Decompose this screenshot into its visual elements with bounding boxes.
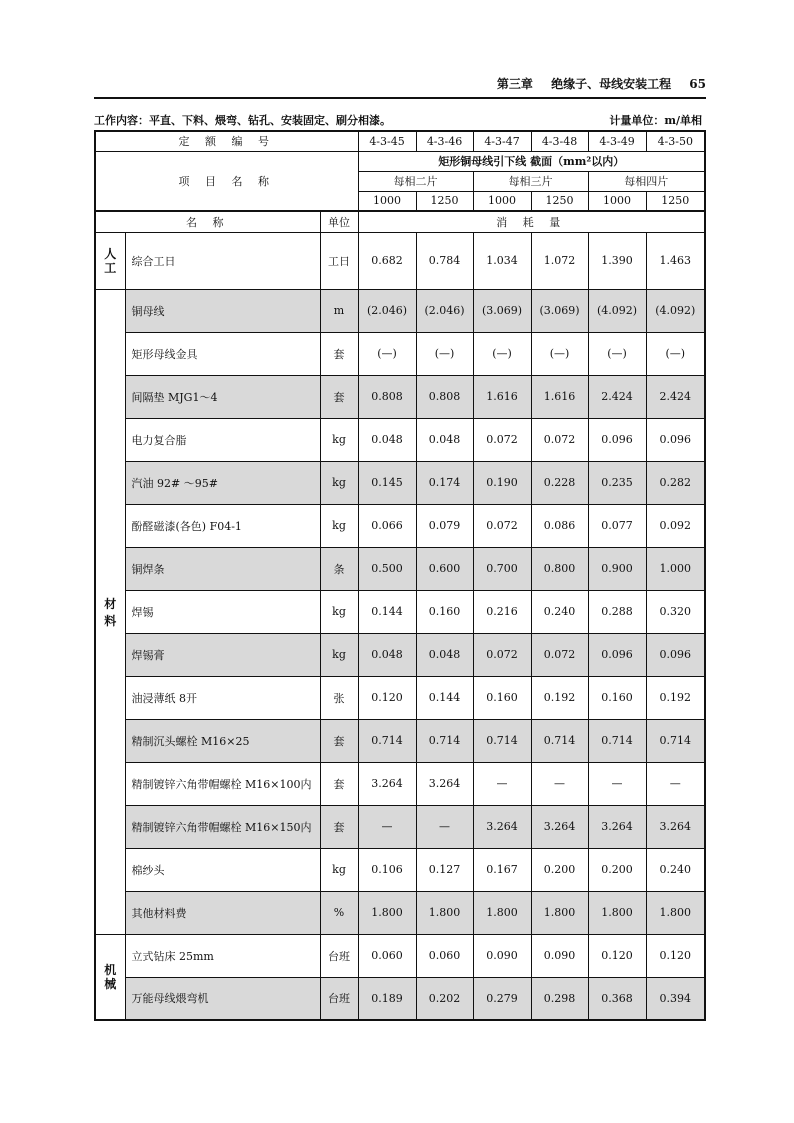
consumption-value: 0.368 [588, 977, 646, 1020]
consumption-value: 3.264 [358, 762, 416, 805]
category-label: 材 [104, 596, 117, 611]
consumption-value: 0.192 [531, 676, 588, 719]
consumption-value: 0.228 [531, 461, 588, 504]
item-name: 万能母线煨弯机 [125, 977, 320, 1020]
item-unit: kg [320, 633, 358, 676]
table-row [95, 977, 705, 1020]
table-row [95, 504, 705, 547]
group-label: 每相四片 [588, 171, 705, 191]
table-row [95, 461, 705, 504]
consumption-value: (—) [358, 332, 416, 375]
quota-table [94, 130, 706, 1021]
chapter-number: 第三章 [496, 77, 533, 91]
consumption-value: — [473, 762, 531, 805]
consumption-value: 0.700 [473, 547, 531, 590]
section-title: 绝缘子、母线安装工程 [551, 77, 672, 91]
measure-unit: 计量单位：m/单相 [609, 114, 702, 127]
consumption-value: 0.282 [646, 461, 705, 504]
consumption-value: 0.096 [588, 633, 646, 676]
consumption-value: 0.808 [358, 375, 416, 418]
consumption-column-header: 消 耗 量 [358, 211, 705, 232]
consumption-value: 0.192 [646, 676, 705, 719]
item-name: 铜焊条 [125, 547, 320, 590]
item-unit: % [320, 891, 358, 934]
consumption-value: 0.086 [531, 504, 588, 547]
consumption-value: 0.096 [588, 418, 646, 461]
consumption-value: 0.714 [358, 719, 416, 762]
item-name: 矩形母线金具 [125, 332, 320, 375]
consumption-value: (—) [531, 332, 588, 375]
table-row [95, 676, 705, 719]
size-label: 1000 [588, 191, 646, 211]
consumption-value: 0.320 [646, 590, 705, 633]
item-unit: 套 [320, 805, 358, 848]
consumption-value: 0.784 [416, 232, 473, 289]
consumption-value: 0.092 [646, 504, 705, 547]
consumption-value: 0.714 [646, 719, 705, 762]
consumption-value: 0.072 [531, 633, 588, 676]
size-label: 1250 [531, 191, 588, 211]
consumption-value: 0.900 [588, 547, 646, 590]
consumption-value: (—) [646, 332, 705, 375]
consumption-value: — [416, 805, 473, 848]
consumption-value: — [358, 805, 416, 848]
consumption-value: 1.800 [646, 891, 705, 934]
consumption-value: 0.394 [646, 977, 705, 1020]
quota-code: 4-3-50 [646, 131, 705, 151]
consumption-value: 0.279 [473, 977, 531, 1020]
item-unit: kg [320, 418, 358, 461]
item-unit: 条 [320, 547, 358, 590]
consumption-value: 0.060 [358, 934, 416, 977]
table-row [95, 891, 705, 934]
quota-code-row [95, 131, 705, 151]
consumption-value: 0.048 [358, 633, 416, 676]
consumption-value: — [531, 762, 588, 805]
consumption-value: 0.200 [588, 848, 646, 891]
consumption-value: 0.200 [531, 848, 588, 891]
table-row [95, 934, 705, 977]
item-unit: 台班 [320, 934, 358, 977]
category-label: 料 [104, 613, 117, 628]
quota-label: 定 额 编 号 [95, 131, 358, 151]
consumption-value: 0.240 [646, 848, 705, 891]
consumption-value: 1.390 [588, 232, 646, 289]
table-row [95, 719, 705, 762]
category-label: 人工 [104, 246, 117, 275]
consumption-value: 0.090 [473, 934, 531, 977]
item-name: 电力复合脂 [125, 418, 320, 461]
consumption-value: 2.424 [646, 375, 705, 418]
quota-code: 4-3-48 [531, 131, 588, 151]
consumption-value: (4.092) [588, 289, 646, 332]
item-name: 其他材料费 [125, 891, 320, 934]
group-label: 每相三片 [473, 171, 588, 191]
consumption-value: 1.800 [416, 891, 473, 934]
machine-category [95, 934, 125, 1020]
consumption-value: 0.800 [531, 547, 588, 590]
item-name: 铜母线 [125, 289, 320, 332]
page-header [94, 73, 706, 99]
consumption-value: 1.000 [646, 547, 705, 590]
consumption-value: 1.463 [646, 232, 705, 289]
item-unit: kg [320, 461, 358, 504]
consumption-value: (—) [473, 332, 531, 375]
consumption-value: 0.066 [358, 504, 416, 547]
table-row [95, 805, 705, 848]
item-unit: m [320, 289, 358, 332]
consumption-value: 0.202 [416, 977, 473, 1020]
consumption-value: (2.046) [416, 289, 473, 332]
consumption-value: 0.127 [416, 848, 473, 891]
main-title: 矩形铜母线引下线 截面（mm²以内） [358, 151, 705, 171]
consumption-value: 0.190 [473, 461, 531, 504]
consumption-value: — [646, 762, 705, 805]
consumption-value: 0.079 [416, 504, 473, 547]
consumption-value: 0.096 [646, 418, 705, 461]
consumption-value: 0.682 [358, 232, 416, 289]
consumption-value: 3.264 [416, 762, 473, 805]
item-unit: 套 [320, 375, 358, 418]
consumption-value: 0.145 [358, 461, 416, 504]
consumption-value: 0.160 [588, 676, 646, 719]
item-name: 精制沉头螺栓 M16×25 [125, 719, 320, 762]
consumption-value: 1.800 [473, 891, 531, 934]
consumption-value: 0.216 [473, 590, 531, 633]
item-unit: 台班 [320, 977, 358, 1020]
item-name: 汽油 92# ～95# [125, 461, 320, 504]
size-label: 1000 [473, 191, 531, 211]
consumption-value: 3.264 [588, 805, 646, 848]
consumption-value: 0.048 [358, 418, 416, 461]
consumption-value: 0.144 [416, 676, 473, 719]
item-unit: kg [320, 848, 358, 891]
consumption-value: 0.160 [416, 590, 473, 633]
table-row [95, 289, 705, 332]
consumption-value: 3.264 [531, 805, 588, 848]
item-unit: kg [320, 504, 358, 547]
consumption-value: 0.048 [416, 418, 473, 461]
material-category [95, 289, 125, 934]
consumption-value: 0.808 [416, 375, 473, 418]
consumption-value: — [588, 762, 646, 805]
consumption-value: 0.072 [473, 418, 531, 461]
size-label: 1250 [416, 191, 473, 211]
table-row [95, 590, 705, 633]
item-name-label: 项 目 名 称 [95, 151, 358, 211]
labor-category [95, 232, 125, 289]
consumption-value: 0.288 [588, 590, 646, 633]
consumption-value: (4.092) [646, 289, 705, 332]
consumption-value: 0.600 [416, 547, 473, 590]
name-column-header: 名 称 [95, 211, 320, 232]
table-row [95, 375, 705, 418]
consumption-value: 0.048 [416, 633, 473, 676]
consumption-value: 0.174 [416, 461, 473, 504]
consumption-value: 1.800 [358, 891, 416, 934]
item-unit: 张 [320, 676, 358, 719]
chapter-heading [483, 75, 706, 92]
consumption-value: 1.800 [531, 891, 588, 934]
work-content-row [94, 110, 706, 128]
consumption-value: (—) [416, 332, 473, 375]
item-name: 综合工日 [125, 232, 320, 289]
item-unit: 工日 [320, 232, 358, 289]
main-title-row [95, 151, 705, 171]
consumption-value: (3.069) [473, 289, 531, 332]
consumption-value: 0.167 [473, 848, 531, 891]
size-label: 1250 [646, 191, 705, 211]
consumption-value: 0.072 [531, 418, 588, 461]
table-row [95, 848, 705, 891]
consumption-value: 0.106 [358, 848, 416, 891]
table-row [95, 547, 705, 590]
item-name: 间隔垫 MJG1～4 [125, 375, 320, 418]
size-label: 1000 [358, 191, 416, 211]
consumption-value: 0.120 [588, 934, 646, 977]
consumption-value: 0.298 [531, 977, 588, 1020]
consumption-value: 0.096 [646, 633, 705, 676]
quota-code: 4-3-46 [416, 131, 473, 151]
consumption-value: 1.616 [473, 375, 531, 418]
item-name: 立式钻床 25mm [125, 934, 320, 977]
item-name: 精制镀锌六角带帽螺栓 M16×100内 [125, 762, 320, 805]
consumption-value: 0.714 [473, 719, 531, 762]
consumption-value: 1.072 [531, 232, 588, 289]
consumption-value: 2.424 [588, 375, 646, 418]
consumption-value: 1.034 [473, 232, 531, 289]
consumption-value: 0.160 [473, 676, 531, 719]
header-rule [94, 97, 706, 99]
consumption-value: 0.120 [646, 934, 705, 977]
consumption-value: 0.144 [358, 590, 416, 633]
consumption-value: 1.800 [588, 891, 646, 934]
consumption-value: 0.500 [358, 547, 416, 590]
table-row [95, 633, 705, 676]
item-unit: 套 [320, 719, 358, 762]
table-row [95, 232, 705, 289]
consumption-value: 0.120 [358, 676, 416, 719]
work-content: 工作内容：平直、下料、煨弯、钻孔、安装固定、刷分相漆。 [94, 114, 391, 127]
consumption-value: 1.616 [531, 375, 588, 418]
item-unit: kg [320, 590, 358, 633]
consumption-value: 3.264 [473, 805, 531, 848]
consumption-value: 0.090 [531, 934, 588, 977]
consumption-value: (3.069) [531, 289, 588, 332]
category-label: 机械 [104, 962, 117, 991]
item-name: 酚醛磁漆(各色) F04-1 [125, 504, 320, 547]
consumption-value: 0.240 [531, 590, 588, 633]
item-name: 焊锡膏 [125, 633, 320, 676]
consumption-value: 0.072 [473, 504, 531, 547]
item-name: 精制镀锌六角带帽螺栓 M16×150内 [125, 805, 320, 848]
consumption-value: 0.714 [531, 719, 588, 762]
consumption-value: 0.060 [416, 934, 473, 977]
item-unit: 套 [320, 762, 358, 805]
consumption-value: 0.714 [416, 719, 473, 762]
item-name: 焊锡 [125, 590, 320, 633]
consumption-value: 0.189 [358, 977, 416, 1020]
page-number: 65 [689, 77, 706, 91]
item-unit: 套 [320, 332, 358, 375]
column-header-row [95, 211, 705, 232]
table-row [95, 332, 705, 375]
consumption-value: (2.046) [358, 289, 416, 332]
unit-column-header: 单位 [320, 211, 358, 232]
consumption-value: 0.072 [473, 633, 531, 676]
table-row [95, 762, 705, 805]
consumption-value: 0.714 [588, 719, 646, 762]
quota-code: 4-3-45 [358, 131, 416, 151]
quota-code: 4-3-47 [473, 131, 531, 151]
consumption-value: (—) [588, 332, 646, 375]
table-row [95, 418, 705, 461]
consumption-value: 0.235 [588, 461, 646, 504]
quota-code: 4-3-49 [588, 131, 646, 151]
consumption-value: 0.077 [588, 504, 646, 547]
item-name: 棉纱头 [125, 848, 320, 891]
item-name: 油浸薄纸 8开 [125, 676, 320, 719]
group-label: 每相二片 [358, 171, 473, 191]
consumption-value: 3.264 [646, 805, 705, 848]
